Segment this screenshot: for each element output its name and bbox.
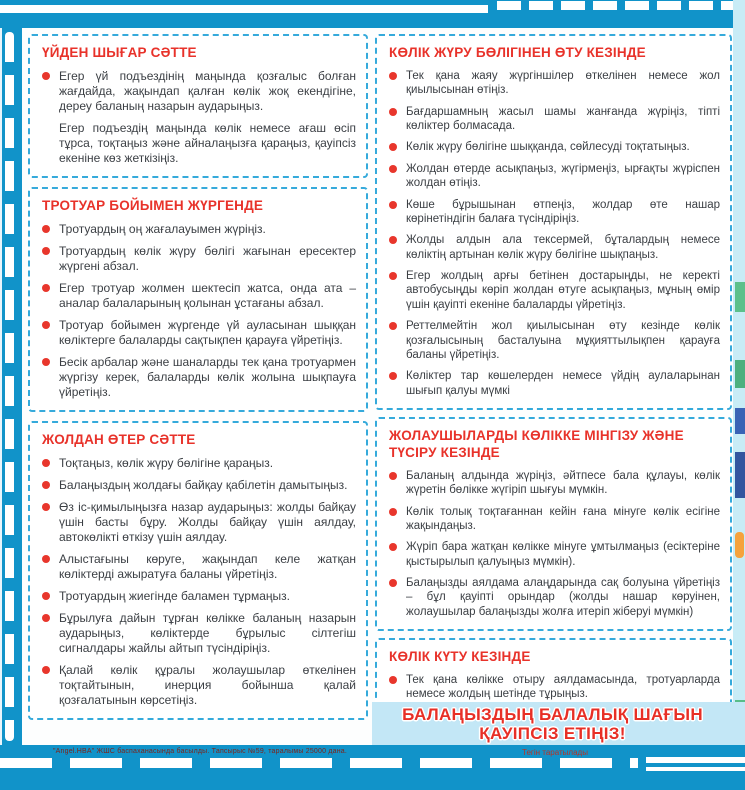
free-distribution-note: Тегін таратылады bbox=[522, 748, 588, 757]
bullet-icon bbox=[42, 358, 50, 366]
list-item bbox=[42, 500, 356, 545]
bullet-icon bbox=[42, 459, 50, 467]
road-solid-line bbox=[646, 757, 745, 763]
road-dash-line bbox=[0, 758, 638, 768]
list-item-text: Жүріп бара жатқан көлікке мінуге ұмтылмаңыз (есіктеріне қыстырылып қалуыңыз мүмкін). bbox=[406, 541, 720, 568]
column-left bbox=[28, 34, 368, 720]
list-item bbox=[42, 456, 356, 471]
list-item-text: Бағдаршамның жасыл шамы жанғанда жүріңіз, тіпті көліктер болмасада. bbox=[406, 105, 720, 132]
list-item-text: Балаңызды аялдама алаңдарында сақ болуына үйретіңіз – бұл қауіпті орындар (жолды нашар көруінен, жолаушылар балаңызды жолға итеріп жіберуі мүмкін) bbox=[406, 577, 720, 618]
list-item bbox=[389, 369, 720, 398]
list-item bbox=[42, 478, 356, 493]
list-item bbox=[42, 244, 356, 274]
section-left-0 bbox=[28, 34, 368, 178]
section-left-1 bbox=[28, 187, 368, 412]
list-item-text: Жолды алдын ала тексермей, бұталардың немесе көліктің артынан көлік жүру бөлігіне шықпаңыз. bbox=[406, 234, 720, 261]
list-item-text: Алыстағыны көруге, жақындап келе жатқан көліктерді ажыратуға баланы үйретіңіз. bbox=[59, 551, 356, 581]
left-road-band bbox=[0, 28, 22, 745]
road-dash-line-vertical bbox=[5, 32, 14, 741]
road-solid-line bbox=[0, 5, 488, 13]
bullet-icon bbox=[42, 666, 50, 674]
bullet-icon bbox=[389, 108, 397, 116]
panel-color-patch bbox=[735, 408, 745, 434]
list-item-text: Балаңыздың жолдағы байқау қабілетін дамытыңыз. bbox=[59, 477, 348, 492]
list-item-text: Егер үй подъездінің маңында қозғалыс болған жағдайда, жақындап қалған көлік жоқ екендігіне, дереу баланың назарын аударыңыз. bbox=[59, 68, 356, 113]
list-item-text: Өз іс-қимылыңызға назар аударыңыз: жолды байқау үшін басты бұру. Жолды байқау үшін аялдау, автокөлікті өткізу үшін аялдау. bbox=[59, 499, 356, 544]
section-title: ҮЙДЕН ШЫҒАР СӘТТЕ bbox=[42, 45, 197, 60]
list-item-text: Тротуардың оң жағалауымен жүріңіз. bbox=[59, 221, 266, 236]
list-item-text: Егер жолдың арғы бетінен достарыңды, не керекті автобусыңды көріп жолдан өтуге асықпаңыз, мұның өмір үшін қауіпті екеніне балаларды үйретіңіз. bbox=[406, 270, 720, 311]
safety-banner: БАЛАҢЫЗДЫҢ БАЛАЛЫҚ ШАҒЫН ҚАУІПСІЗ ЕТІҢІЗ! bbox=[402, 705, 703, 743]
list-item bbox=[42, 663, 356, 708]
section-title: КӨЛІК КҮТУ КЕЗІНДЕ bbox=[389, 649, 531, 665]
list-item-text: Көлік жүру бөлігіне шыққанда, сөйлесуді тоқтатыңыз. bbox=[406, 141, 690, 154]
list-item bbox=[389, 69, 720, 98]
bullet-icon bbox=[42, 321, 50, 329]
list-item-text: Көше бұрышынан өтпеңіз, жолдар өте нашар көрінетіндігін балаға түсіндіріңіз. bbox=[406, 198, 720, 225]
column-right bbox=[375, 34, 732, 714]
page-edge bbox=[0, 28, 2, 745]
print-house-note: "Angel.HBA" ЖШС баспаханасында басылды. Тапсырыс №59, таралымы 25000 дана. bbox=[52, 748, 348, 755]
list-item bbox=[389, 469, 720, 498]
list-item bbox=[389, 673, 720, 702]
list-item-text: Тротуардың көлік жүру бөлігі жағынан ересектер жүргені абзал. bbox=[59, 243, 356, 273]
list-item-text: Тротуар бойымен жүргенде үй ауласынан шыққан көліктерге балаларды сақтықпен қарауға үйретіңіз. bbox=[59, 317, 356, 347]
bullet-icon bbox=[42, 247, 50, 255]
list-item-text: Тоқтаңыз, көлік жүру бөлігіне қараңыз. bbox=[59, 455, 274, 470]
bullet-icon bbox=[42, 284, 50, 292]
list-item bbox=[42, 552, 356, 582]
bullet-icon bbox=[42, 225, 50, 233]
bullet-icon bbox=[42, 72, 50, 80]
panel-color-patch bbox=[735, 360, 745, 388]
panel-color-patch bbox=[735, 282, 745, 312]
list-item bbox=[389, 198, 720, 227]
list-item-text: Көлік толық тоқтағаннан кейін ғана мінуге көлік есігіне жақындаңыз. bbox=[406, 505, 720, 532]
bottom-road-band bbox=[0, 745, 745, 790]
list-item bbox=[389, 576, 720, 619]
bullet-icon bbox=[42, 503, 50, 511]
bullet-icon bbox=[389, 508, 397, 516]
list-item-text: Тек қана көлікке отыру аялдамасында, тротуарларда немесе жолдың шетінде тұрыңыз. bbox=[406, 674, 720, 701]
bullet-icon bbox=[389, 165, 397, 173]
bullet-icon bbox=[389, 143, 397, 151]
list-item-text: Бұрылуға дайын тұрған көлікке баланың назарын аударыңыз, көліктерде бұрылыс сілтегіш сигналдары жайлы айтып түсіндіріңіз. bbox=[59, 610, 356, 655]
section-right-1 bbox=[375, 417, 732, 631]
list-item-text: Көліктер тар көшелерден немесе үйдің аулаларынан шығып қалуы мүмкі bbox=[406, 370, 720, 397]
bullet-icon bbox=[389, 272, 397, 280]
bullet-icon bbox=[389, 322, 397, 330]
list-item bbox=[42, 318, 356, 348]
list-item bbox=[42, 281, 356, 311]
list-item bbox=[389, 269, 720, 312]
bullet-icon bbox=[42, 614, 50, 622]
section-title: КӨЛІК ЖҮРУ БӨЛІГІНЕН ӨТУ КЕЗІНДЕ bbox=[389, 45, 646, 60]
list-item-text: Тек қана жаяу жүргіншілер өткелінен немесе жол қиылысынан өтіңіз. bbox=[406, 69, 720, 97]
list-item bbox=[42, 121, 356, 166]
bullet-icon bbox=[389, 543, 397, 551]
bullet-icon bbox=[42, 555, 50, 563]
section-left-2 bbox=[28, 421, 368, 720]
list-item-text: Егер тротуар жолмен шектесіп жатса, онда ата – аналар балаларының қолынан ұстағаны абзал. bbox=[59, 280, 356, 310]
list-item-text: Тротуардың жиегінде баламен тұрмаңыз. bbox=[59, 588, 290, 603]
list-item bbox=[389, 162, 720, 191]
section-title: ЖОЛДАН ӨТЕР СӘТТЕ bbox=[42, 431, 196, 447]
list-item bbox=[389, 505, 720, 534]
road-dash-line bbox=[497, 1, 745, 10]
list-item-text: Егер подъездің маңында көлік немесе ағаш өсіп тұрса, тоқтаңыз және айналаңызға қараңыз, қауіпсіз екеніне көз жеткізіңіз. bbox=[59, 120, 356, 165]
bullet-icon bbox=[42, 592, 50, 600]
bullet-icon bbox=[389, 472, 397, 480]
panel-color-patch bbox=[735, 452, 745, 498]
bullet-icon bbox=[389, 372, 397, 380]
list-item-text: Қалай көлік құралы жолаушылар өткелінен тоқтайтынын, инерция бойынша қалай қозғалатынын көрсетіңіз. bbox=[59, 662, 356, 707]
list-item bbox=[42, 222, 356, 237]
section-title: ТРОТУАР БОЙЫМЕН ЖҮРГЕНДЕ bbox=[42, 197, 264, 213]
list-item bbox=[42, 589, 356, 604]
bullet-icon bbox=[389, 676, 397, 684]
bullet-icon bbox=[42, 481, 50, 489]
list-item bbox=[389, 233, 720, 262]
list-item-text: Реттелмейтін жол қиылысынан өту кезінде көлік қозғалысының басталуына мұқияттылықпен қарауға баланы үйретіңіз. bbox=[406, 320, 720, 361]
list-item-text: Бесік арбалар және шаналарды тек қана тротуармен жүргізу керек, балаларды көлік жолына шықпауға үйретіңіз. bbox=[59, 354, 356, 399]
bullet-icon bbox=[389, 236, 397, 244]
list-item-text: Баланың алдында жүріңіз, әйтпесе бала құлауы, көлік жүретін бөлікке жүгіріп шығуы мүмкін. bbox=[406, 469, 720, 497]
list-item bbox=[42, 611, 356, 656]
section-right-0 bbox=[375, 34, 732, 410]
list-item bbox=[389, 105, 720, 134]
bullet-icon bbox=[389, 201, 397, 209]
list-item bbox=[42, 69, 356, 114]
road-solid-line bbox=[646, 767, 745, 771]
list-item-text: Жолдан өтерде асықпаңыз, жүгірмеңіз, ырғақты жүріспен жолдан өтіңіз. bbox=[406, 162, 720, 190]
list-item bbox=[389, 140, 720, 154]
folded-panel-sliver bbox=[733, 0, 745, 790]
section-title: ЖОЛАУШЫЛАРДЫ КӨЛІККЕ МІНГІЗУ ЖӘНЕ ТҮСІРУ КЕЗІНДЕ bbox=[389, 428, 684, 460]
list-item bbox=[389, 319, 720, 362]
top-road-band bbox=[0, 0, 745, 28]
bullet-icon bbox=[389, 579, 397, 587]
list-item bbox=[389, 540, 720, 569]
panel-color-patch bbox=[735, 532, 744, 558]
list-item bbox=[42, 355, 356, 400]
bullet-icon bbox=[389, 72, 397, 80]
